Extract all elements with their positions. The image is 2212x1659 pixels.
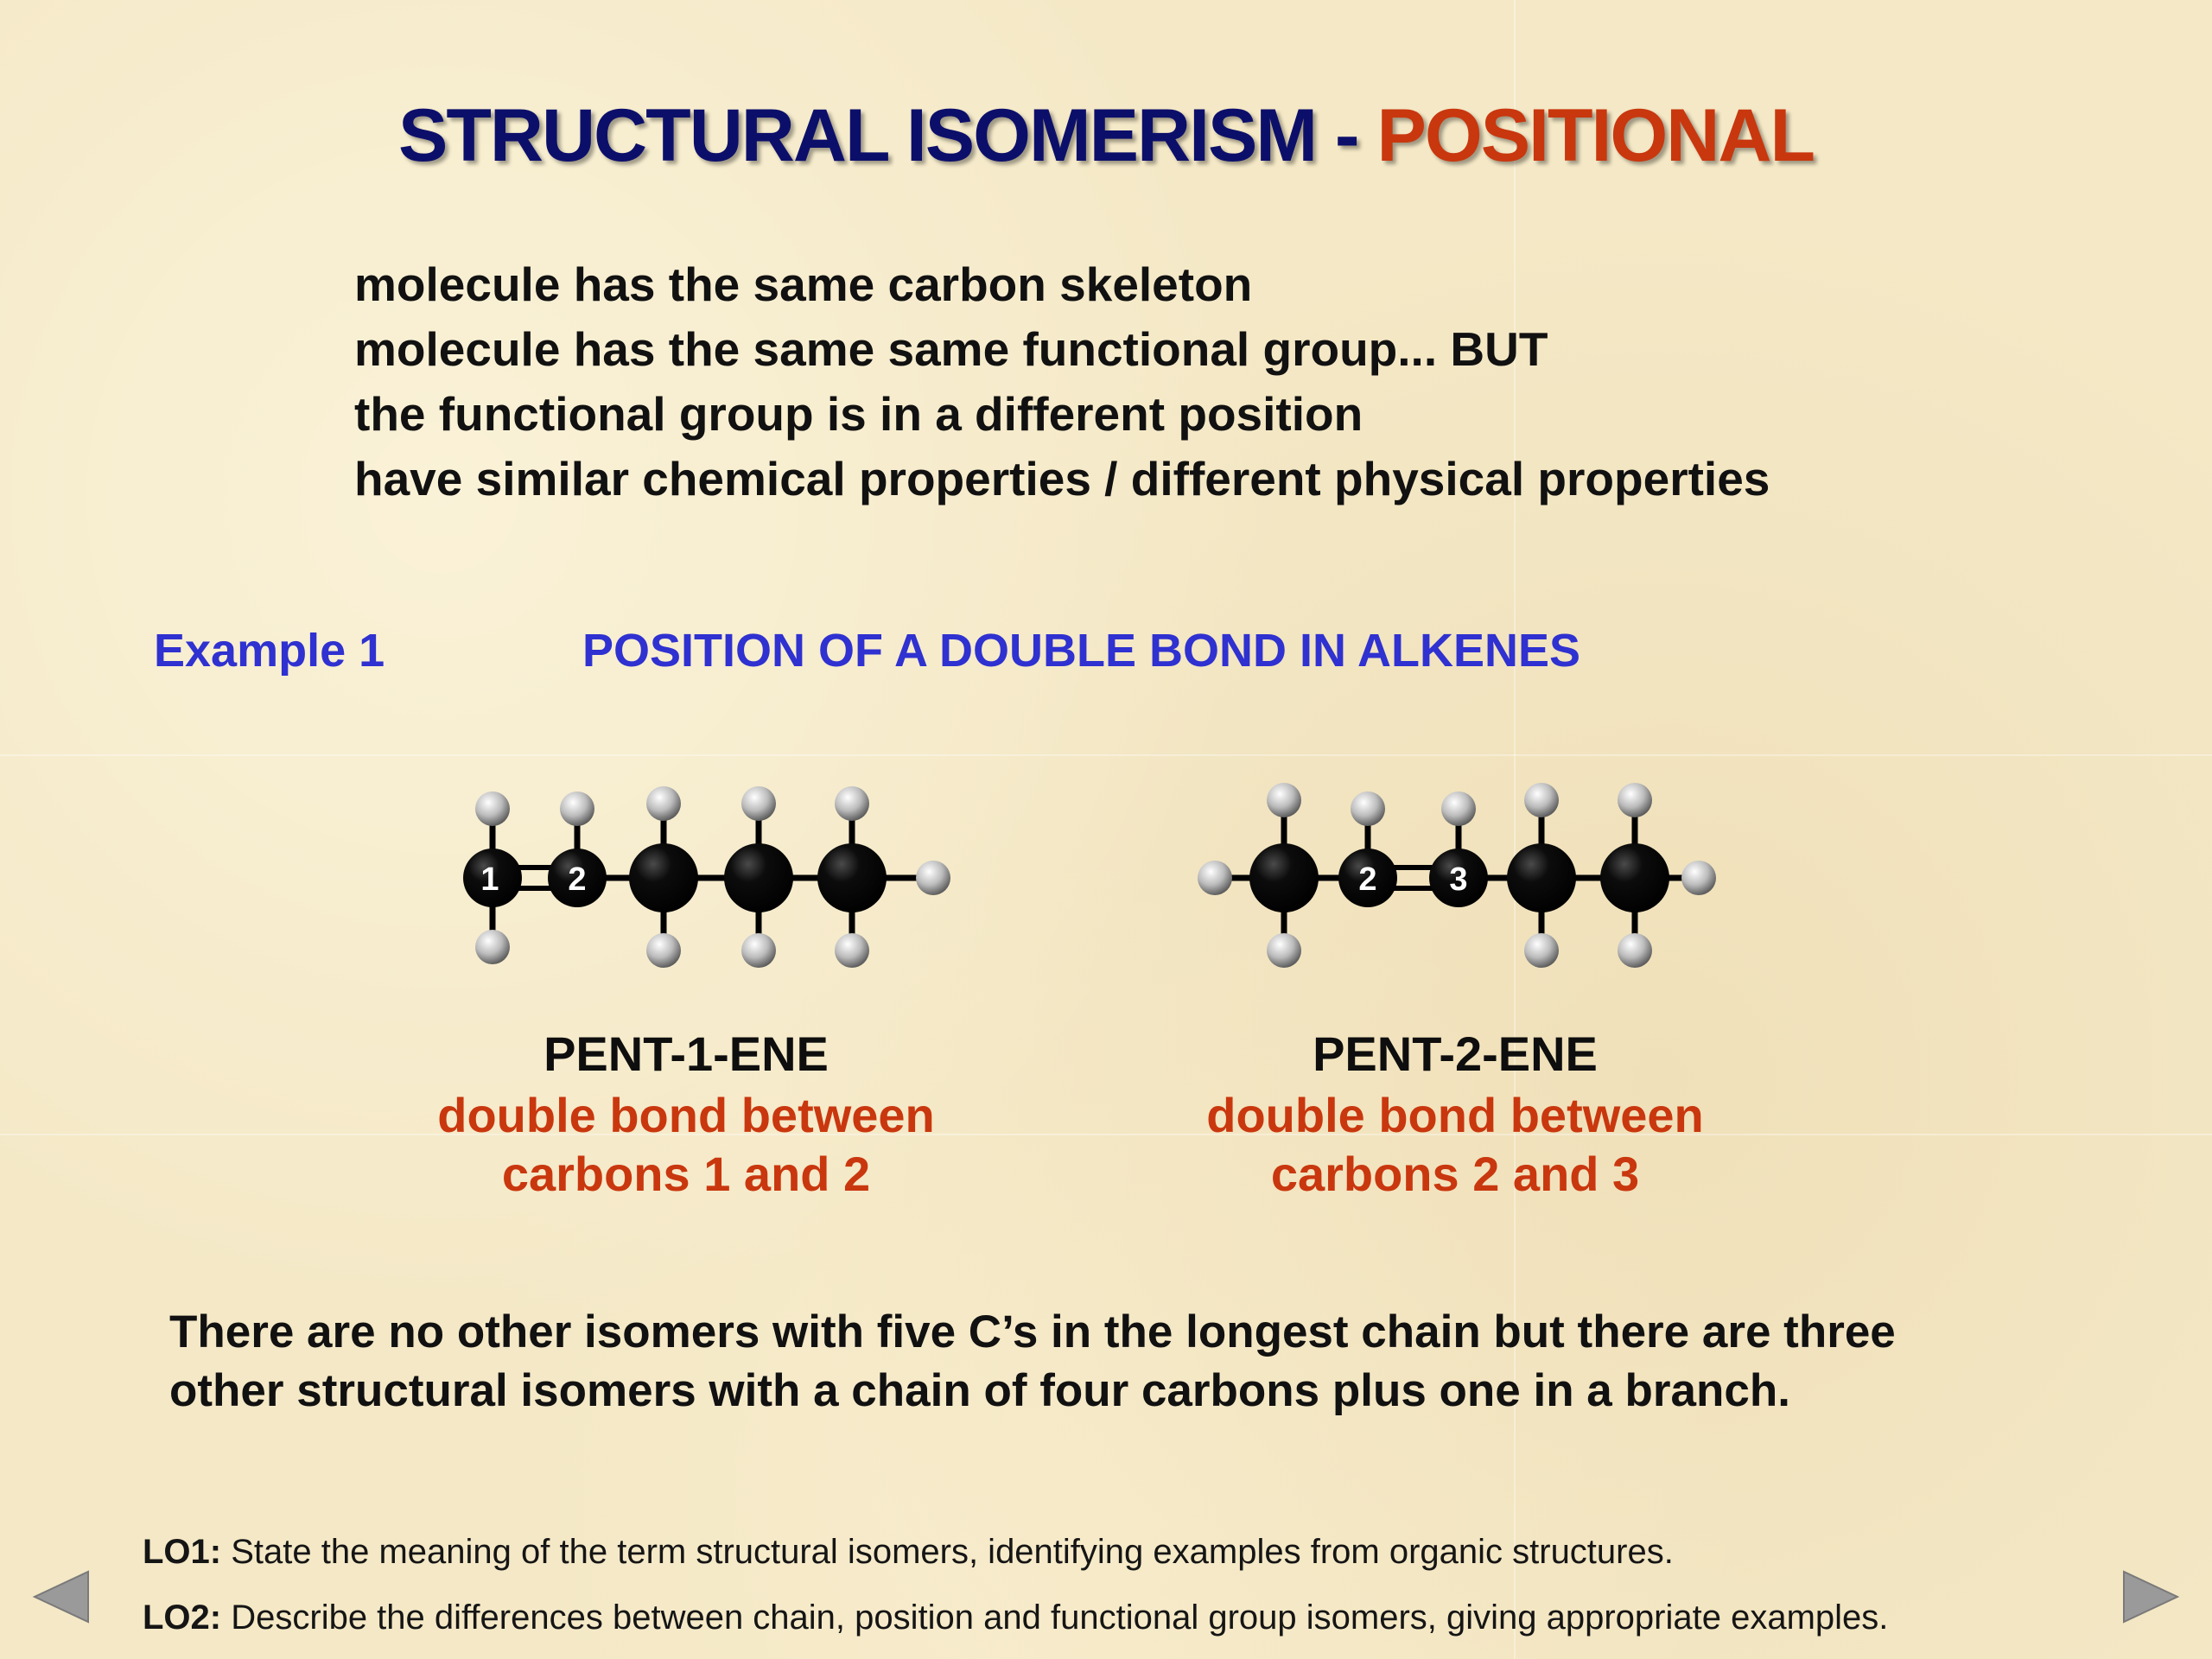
note-line: other structural isomers with a chain of four carbons plus one in a branch. xyxy=(169,1365,1790,1416)
pent-1-ene-caption xyxy=(340,1022,1032,1204)
objective-text: Describe the differences between chain, position and functional group isomers, giving appropriate examples. xyxy=(221,1599,1889,1637)
example-label: Example 1 xyxy=(154,625,385,677)
note-line: There are no other isomers with five C’s in the longest chain but there are three xyxy=(169,1306,1896,1357)
pent-2-ene-model xyxy=(1184,778,1754,989)
texture-seam xyxy=(0,754,2212,756)
next-slide-button[interactable] xyxy=(2120,1568,2181,1625)
triangle-left-icon xyxy=(31,1568,92,1625)
carbon-label: 2 xyxy=(1358,861,1377,898)
molecule-description: double bond between xyxy=(437,1088,935,1142)
carbon-label: 2 xyxy=(568,861,587,898)
title-accent: POSITIONAL xyxy=(1376,94,1815,177)
pent-1-ene-model xyxy=(449,778,968,989)
objective-lo2 xyxy=(143,1585,1888,1650)
objective-lo1 xyxy=(143,1519,1888,1585)
definition-line: the functional group is in a different position xyxy=(354,387,1363,441)
molecule-description: carbons 2 and 3 xyxy=(1270,1147,1640,1201)
molecule-description: carbons 1 and 2 xyxy=(501,1147,871,1201)
definition-line: have similar chemical properties / different physical properties xyxy=(354,452,1770,505)
carbon-label: 1 xyxy=(480,861,499,898)
molecule-name: PENT-1-ENE xyxy=(543,1027,829,1081)
objective-code: LO2: xyxy=(143,1599,222,1637)
triangle-right-icon xyxy=(2120,1568,2181,1625)
molecule-name: PENT-2-ENE xyxy=(1313,1027,1598,1081)
learning-objectives xyxy=(143,1519,1888,1650)
example-title: POSITION OF A DOUBLE BOND IN ALKENES xyxy=(582,625,1581,677)
carbon-label: 3 xyxy=(1449,861,1468,898)
objective-text: State the meaning of the term structural isomers, identifying examples from organic structures. xyxy=(221,1533,1674,1571)
pent-2-ene-caption xyxy=(1109,1022,1801,1204)
previous-slide-button[interactable] xyxy=(31,1568,92,1625)
objective-code: LO1: xyxy=(143,1533,222,1571)
isomer-note xyxy=(169,1303,2113,1421)
definition-line: molecule has the same carbon skeleton xyxy=(354,257,1253,311)
carbon-atoms xyxy=(463,843,887,912)
molecule-description: double bond between xyxy=(1206,1088,1704,1142)
definition-line: molecule has the same same functional group... BUT xyxy=(354,322,1548,376)
title-main: STRUCTURAL ISOMERISM - xyxy=(397,94,1377,177)
definition-list xyxy=(354,252,1770,512)
texture-seam xyxy=(0,1134,2212,1135)
slide-title xyxy=(0,93,2212,179)
